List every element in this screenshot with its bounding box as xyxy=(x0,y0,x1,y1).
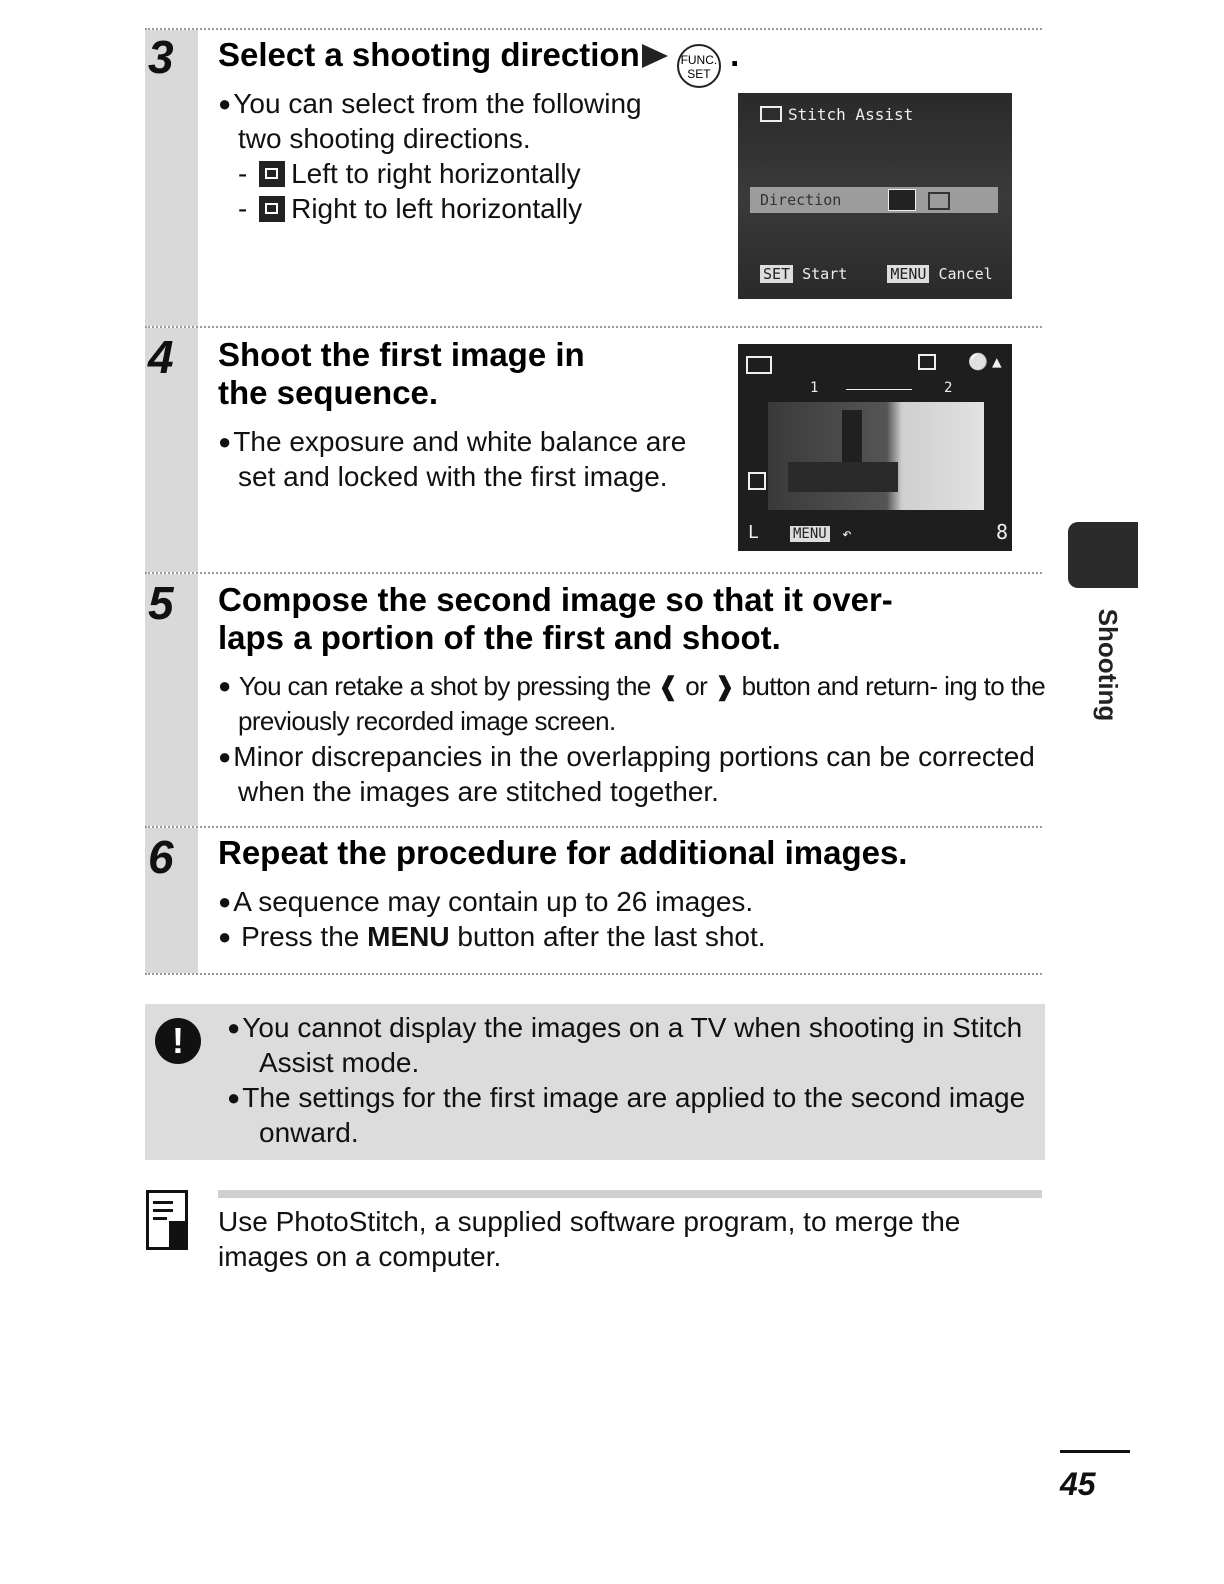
direction-label: Direction xyxy=(760,191,842,209)
step-number-3: 3 xyxy=(148,31,174,83)
step5-body xyxy=(218,668,1048,809)
step5-bullet1-a: You can retake a shot by pressing the xyxy=(238,671,651,701)
screen-footer xyxy=(760,265,993,283)
direction-option-2: - Right to left horizontally xyxy=(238,193,583,224)
step6-bullet1: ● A sequence may contain up to 26 images. xyxy=(218,884,1038,919)
step-number-6: 6 xyxy=(148,831,174,883)
stitch-assist-screen xyxy=(738,93,1012,299)
caution-icon: ! xyxy=(155,1018,201,1064)
option1-label: Left to right horizontally xyxy=(291,158,581,189)
step5-heading xyxy=(218,581,893,657)
side-tab-block xyxy=(1068,522,1138,588)
func-set-button-icon: FUNC. SET xyxy=(677,44,721,88)
note-text: Use PhotoStitch, a supplied software program, to merge the images on a computer. xyxy=(218,1206,961,1272)
step5-bullet1-or: or xyxy=(685,671,708,701)
page-number-rule xyxy=(1060,1450,1130,1453)
left-to-right-icon xyxy=(259,161,285,187)
metering-icon xyxy=(748,472,766,490)
caution-list xyxy=(227,1010,1027,1150)
step3-bullet: ● You can select from the following two shooting directions. xyxy=(218,86,688,156)
step6-body xyxy=(218,884,1038,954)
step6-heading: Repeat the procedure for additional images. xyxy=(218,834,908,871)
screen-title-text: Stitch Assist xyxy=(788,105,914,124)
stitch-assist-icon xyxy=(760,106,782,122)
screen-title xyxy=(760,105,913,124)
left-arrow-icon: ❰ xyxy=(657,671,679,701)
note-icon xyxy=(146,1190,188,1250)
top-rule xyxy=(145,28,1042,30)
viewfinder-preview xyxy=(768,402,984,510)
note-rule xyxy=(218,1190,1042,1198)
right-arrow-icon: ❱ xyxy=(713,671,735,701)
single-frame-icon xyxy=(918,354,936,370)
step5-bullet1 xyxy=(218,668,1048,739)
separator-5-6 xyxy=(145,826,1042,828)
step6-bullet2 xyxy=(218,919,1038,954)
menu-badge-step4: MENU xyxy=(790,526,830,542)
start-label: Start xyxy=(802,265,848,283)
step3-heading-text: Select a shooting direction xyxy=(218,36,640,73)
step-number-4: 4 xyxy=(148,331,174,383)
separator-3-4 xyxy=(145,326,1042,328)
step3-heading: Select a shooting direction FUNC. SET . xyxy=(218,36,739,88)
step4-heading xyxy=(218,336,585,412)
set-badge: SET xyxy=(760,265,793,283)
direction-selected-icon xyxy=(888,189,916,211)
step4-heading-line2: the sequence. xyxy=(218,374,439,411)
stitch-mode-icon xyxy=(746,356,772,374)
step3-body xyxy=(218,86,688,226)
step6-bullet2-a: Press the xyxy=(241,921,360,952)
first-image-screen xyxy=(738,344,1012,551)
bottom-rule xyxy=(145,973,1042,975)
step4-bullet: ● The exposure and white balance are set and locked with the first image. xyxy=(218,424,688,494)
return-icon: ↶ xyxy=(842,524,852,543)
page-number: 45 xyxy=(1060,1466,1096,1502)
caution-item-2: ● The settings for the first image are applied to the second image onward. xyxy=(227,1080,1027,1150)
separator-4-5 xyxy=(145,572,1042,574)
direction-row xyxy=(750,187,998,213)
skyline-silhouette xyxy=(788,462,898,492)
sequence-arrow-icon xyxy=(846,389,912,390)
step4-heading-line1: Shoot the first image in xyxy=(218,336,585,373)
right-to-left-icon xyxy=(259,196,285,222)
step4-body xyxy=(218,424,688,494)
step5-bullet1-b: button and return- xyxy=(741,671,938,701)
flash-off-icon: ⚪ xyxy=(968,352,988,371)
step5-bullet2: ● Minor discrepancies in the overlapping portions can be corrected when the images are stitched together. xyxy=(218,739,1048,809)
direction-alt-icon xyxy=(928,192,950,210)
step5-bullet1-c: ing to the previously recorded image screen. xyxy=(238,671,1046,736)
shots-remaining: 8 xyxy=(996,520,1009,544)
caution-item-1: ● You cannot display the images on a TV when shooting in Stitch Assist mode. xyxy=(227,1010,1027,1080)
sequence-to: 2 xyxy=(944,380,953,396)
menu-badge: MENU xyxy=(887,265,929,283)
menu-button-name: MENU xyxy=(367,921,450,952)
step5-heading-line2: laps a portion of the first and shoot. xyxy=(218,619,781,656)
option2-label: Right to left horizontally xyxy=(291,193,583,224)
step6-bullet2-b: button after the last shot. xyxy=(457,921,766,952)
sequence-from: 1 xyxy=(810,380,819,396)
image-size: L xyxy=(748,522,759,543)
step-number-5: 5 xyxy=(148,577,174,629)
protect-icon: ▲ xyxy=(992,352,1002,371)
caution-box xyxy=(145,1004,1045,1160)
direction-option-1: - Left to right horizontally xyxy=(238,158,581,189)
arrow-icon xyxy=(642,44,668,68)
step5-heading-line1: Compose the second image so that it over- xyxy=(218,581,893,618)
side-tab-label: Shooting xyxy=(1093,608,1123,722)
cancel-label: Cancel xyxy=(938,265,993,283)
